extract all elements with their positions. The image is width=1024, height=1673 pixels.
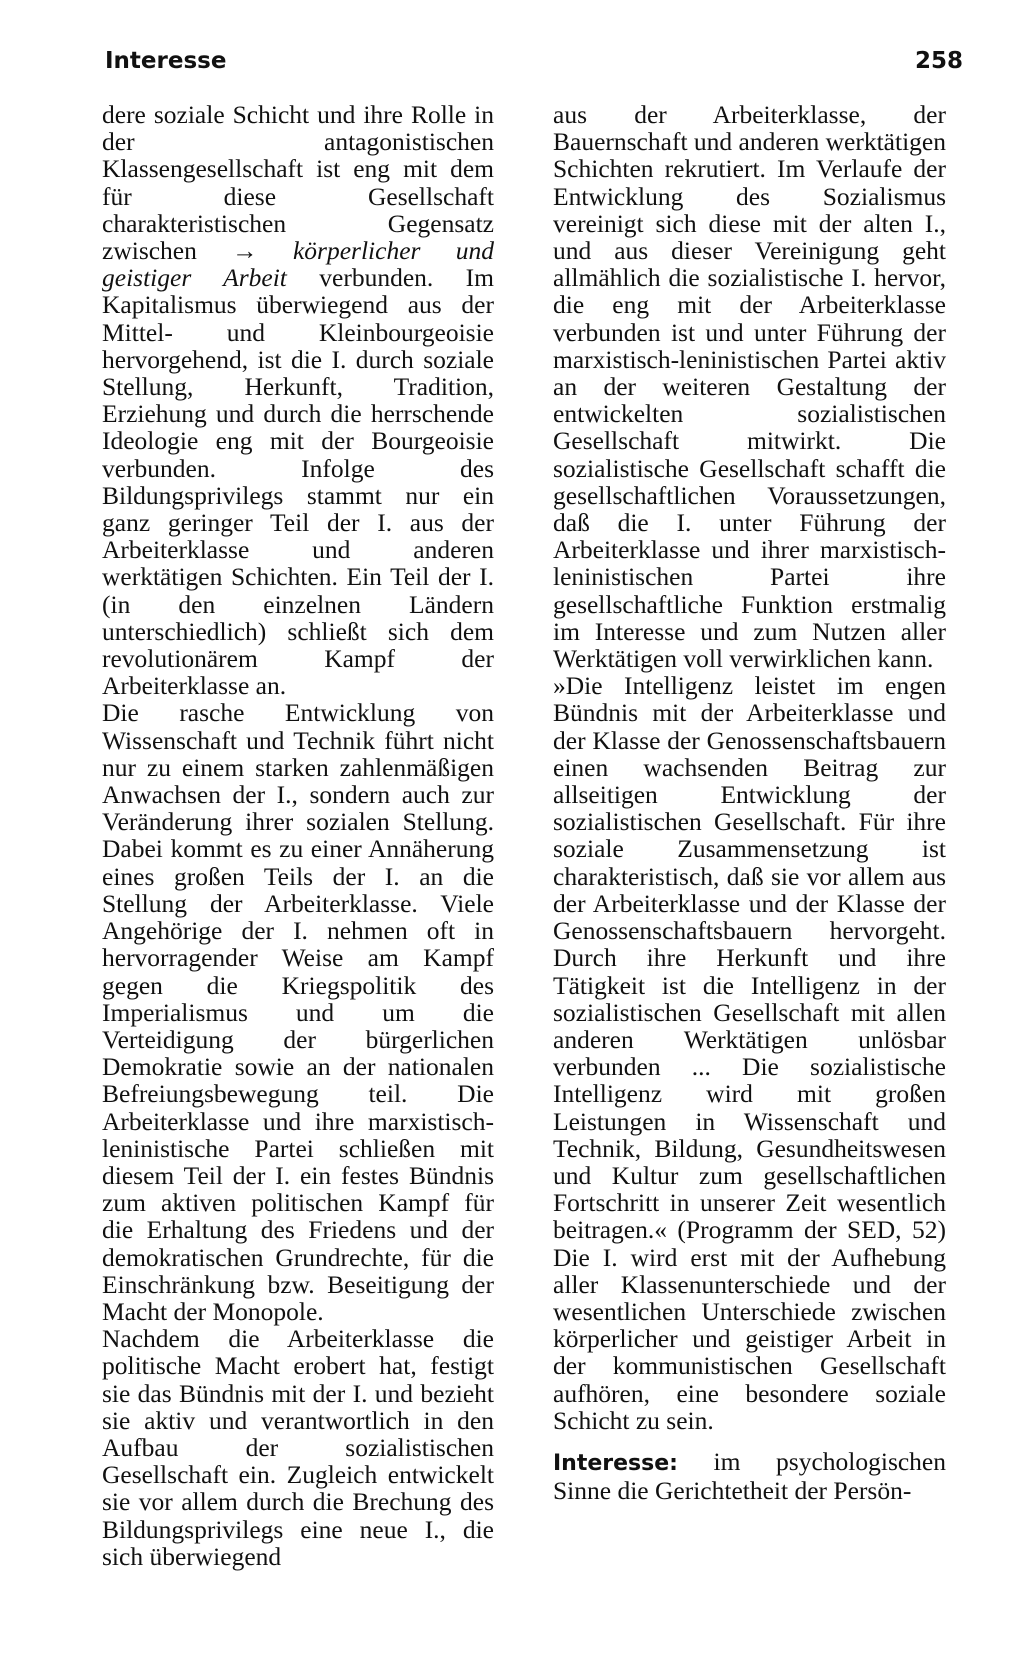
paragraph: Nachdem die Arbeiterklasse die politische Macht erobert hat, festigt sie das Bündnis mit der I. und bezieht sie aktiv und verantwortlich in den Aufbau der sozialistischen Gesellschaft ein. Zugleich entwickelt sie vor allem durch die Brechung des Bildungsprivilegs eine neue I., die sich überwiegend bbox=[102, 1324, 494, 1571]
cross-reference: körperlicher und geistiger Arbeit bbox=[102, 236, 494, 293]
paragraph: aus der Arbeiterklasse, der Bauernschaft und anderen werktätigen Schichten rekrutiert. Im Verlaufe der Entwicklung des Sozialismus vereinigt sich diese mit der alten I., und aus dieser Vereinigung geht allmählich die sozialistische I. hervor, die eng mit der Arbeiterklasse verbunden ist und unter Führung der marxistisch-leninistischen Partei aktiv an der weiteren Gestaltung der entwickelten sozialistischen Gesellschaft mitwirkt. Die sozialistische Gesellschaft schafft die gesellschaftlichen Voraussetzungen, daß die I. unter Führung der Arbeiterklasse und ihrer marxistisch-leninistischen Partei ihre gesellschaftliche Funktion erstmalig im Interesse und zum Nutzen aller Werktätigen voll verwirklichen kann. bbox=[553, 100, 946, 674]
page-number: 258 bbox=[914, 48, 963, 74]
paragraph: Die rasche Entwicklung von Wissenschaft und Technik führt nicht nur zu einem starken zahlenmäßigen Anwachsen der I., sondern auch zur Veränderung ihrer sozialen Stellung. Dabei kommt es zu einer Annäherung eines großen Teils der I. an die Stellung der Arbeiterklasse. Viele Angehörige der I. nehmen oft in hervorragender Weise am Kampf gegen die Kriegspolitik des Imperialismus und um die Verteidigung der bürgerlichen Demokratie sowie an der nationalen Befreiungsbewegung teil. Die Arbeiterklasse und ihre marxistisch-leninistische Partei schließen mit diesem Teil der I. ein festes Bündnis zum aktiven politischen Kampf für die Erhaltung des Friedens und der demokratischen Grundrechte, für die Einschränkung bzw. Beseitigung der Macht der Monopole. bbox=[102, 698, 494, 1326]
entry-text: im psychologischen Sinne die Gerichtetheit der Persön- bbox=[553, 1446, 946, 1506]
entry-keyword: Interesse: bbox=[553, 1450, 678, 1476]
quotation-paragraph: »Die Intelligenz leistet im engen Bündnis mit der Arbeiterklasse und der Klasse der Genossenschaftsbauern einen wachsenden Beitrag zur allseitigen Entwicklung der sozialistischen Gesellschaft. Für ihre soziale Zusammensetzung ist charakteristisch, daß sie vor allem aus der Arbeiterklasse und der Klasse der Genossenschaftsbauern hervorgeht. Durch ihre Herkunft und ihre Tätigkeit ist die Intelligenz in der sozialistischen Gesellschaft mit allen anderen Werktätigen unlösbar verbunden ... Die sozialistische Intelligenz wird mit großen Leistungen in Wissenschaft und Technik, Bildung, Gesundheitswesen und Kultur zum gesellschaftlichen Fortschritt in unserer Zeit wesentlich beitragen.« (Programm der SED, 52) Die I. wird erst mit der Aufhebung aller Klassenunterschiede und der wesentlichen Unterschiede zwischen körperlicher und geistiger Arbeit in der kommunistischen Gesellschaft aufhören, eine besondere soziale Schicht zu sein. bbox=[553, 671, 946, 1435]
paragraph-text: dere soziale Schicht und ihre Rolle in der antagonistischen Klassengesellschaft ist eng mit dem für diese Gesellschaft charakteristischen Gegensatz zwischen → bbox=[102, 100, 494, 266]
paragraph bbox=[102, 101, 494, 699]
left-column bbox=[102, 101, 494, 1570]
paragraph-text: verbunden. Im Kapitalismus überwiegend aus der Mittel- und Kleinbourgeoisie hervorgehend, ist die I. durch soziale Stellung, Herkunft, Tradition, Erziehung und durch die herrschende Ideologie eng mit der Bourgeoisie verbunden. Infolge des Bildungsprivilegs stammt nur ein ganz geringer Teil der I. aus der Arbeiterklasse und anderen werktätigen Schichten. Ein Teil der I. (in den einzelnen Ländern unterschiedlich) schließt sich dem revolutionärem Kampf der Arbeiterklasse an. bbox=[102, 263, 494, 701]
right-column bbox=[553, 101, 946, 1504]
dictionary-entry bbox=[553, 1448, 946, 1504]
running-head-title: Interesse bbox=[105, 48, 227, 74]
